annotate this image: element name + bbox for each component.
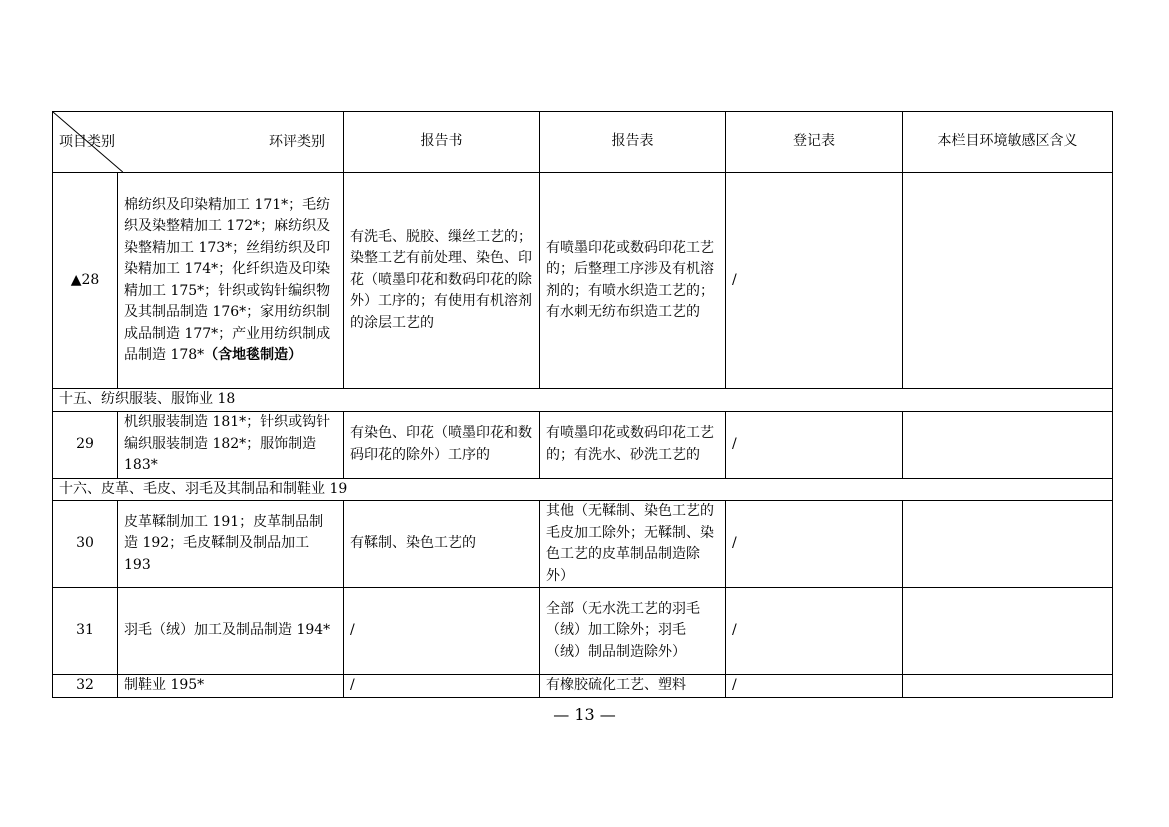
header-item-category: 项目类别 xyxy=(59,134,115,150)
section-title: 十六、皮革、毛皮、羽毛及其制品和制鞋业 19 xyxy=(53,478,1113,501)
table-row xyxy=(53,675,1113,698)
report-book-cell: 有染色、印花（喷墨印花和数码印花的除外）工序的 xyxy=(344,411,540,478)
header-row xyxy=(53,112,1113,173)
register-cell: / xyxy=(726,501,903,588)
report-book-cell: / xyxy=(344,588,540,675)
item-text: 棉纺织及印染精加工 171*；毛纺织及染整精加工 172*；麻纺织及染整精加工 173*；丝绢纺织及印染精加工 174*；化纤织造及印染精加工 175*；针织或钩针编织物及其制品制造 176*；家用纺织制成品制造 177*；产业用纺织制成品制造 178* xyxy=(124,196,331,363)
item-category-cell: 皮革鞣制加工 191；皮革制品制造 192；毛皮鞣制及制品加工 193 xyxy=(118,501,344,588)
sensitive-cell xyxy=(903,501,1113,588)
report-form-cell: 有喷墨印花或数码印花工艺的；有洗水、砂洗工艺的 xyxy=(540,411,726,478)
register-cell: / xyxy=(726,173,903,389)
header-report-form: 报告表 xyxy=(540,112,726,173)
report-form-cell: 全部（无水洗工艺的羽毛（绒）加工除外；羽毛（绒）制品制造除外） xyxy=(540,588,726,675)
header-eia-category: 环评类别 xyxy=(269,134,325,150)
sensitive-cell xyxy=(903,173,1113,389)
item-category-cell xyxy=(118,173,344,389)
sensitive-cell xyxy=(903,675,1113,698)
diagonal-header-cell xyxy=(53,112,344,173)
sensitive-cell xyxy=(903,588,1113,675)
report-form-cell: 有橡胶硫化工艺、塑料 xyxy=(540,675,726,698)
report-book-cell: 有鞣制、染色工艺的 xyxy=(344,501,540,588)
row-number: 29 xyxy=(53,411,118,478)
row-number: ▲28 xyxy=(53,173,118,389)
register-cell: / xyxy=(726,411,903,478)
table-row xyxy=(53,501,1113,588)
section-title: 十五、纺织服装、服饰业 18 xyxy=(53,389,1113,412)
section-row xyxy=(53,389,1113,412)
row-number: 31 xyxy=(53,588,118,675)
section-row xyxy=(53,478,1113,501)
classification-table xyxy=(52,111,1113,698)
header-sensitive-area: 本栏目环境敏感区含义 xyxy=(903,112,1113,173)
item-category-cell: 制鞋业 195* xyxy=(118,675,344,698)
table-row xyxy=(53,411,1113,478)
item-bold-text: （含地毯制造） xyxy=(204,347,303,363)
header-register-form: 登记表 xyxy=(726,112,903,173)
row-number: 32 xyxy=(53,675,118,698)
report-book-cell: 有洗毛、脱胶、缫丝工艺的；染整工艺有前处理、染色、印花（喷墨印花和数码印花的除外）工序的；有使用有机溶剂的涂层工艺的 xyxy=(344,173,540,389)
register-cell: / xyxy=(726,675,903,698)
row-number: 30 xyxy=(53,501,118,588)
item-category-cell: 羽毛（绒）加工及制品制造 194* xyxy=(118,588,344,675)
table-row xyxy=(53,588,1113,675)
item-category-cell: 机织服装制造 181*；针织或钩针编织服装制造 182*；服饰制造 183* xyxy=(118,411,344,478)
table-row xyxy=(53,173,1113,389)
register-cell: / xyxy=(726,588,903,675)
report-form-cell: 有喷墨印花或数码印花工艺的；后整理工序涉及有机溶剂的；有喷水织造工艺的；有水刺无纺布织造工艺的 xyxy=(540,173,726,389)
page-number: — 13 — xyxy=(553,705,616,724)
header-report-book: 报告书 xyxy=(344,112,540,173)
report-book-cell: / xyxy=(344,675,540,698)
report-form-cell: 其他（无鞣制、染色工艺的毛皮加工除外；无鞣制、染色工艺的皮革制品制造除外） xyxy=(540,501,726,588)
sensitive-cell xyxy=(903,411,1113,478)
